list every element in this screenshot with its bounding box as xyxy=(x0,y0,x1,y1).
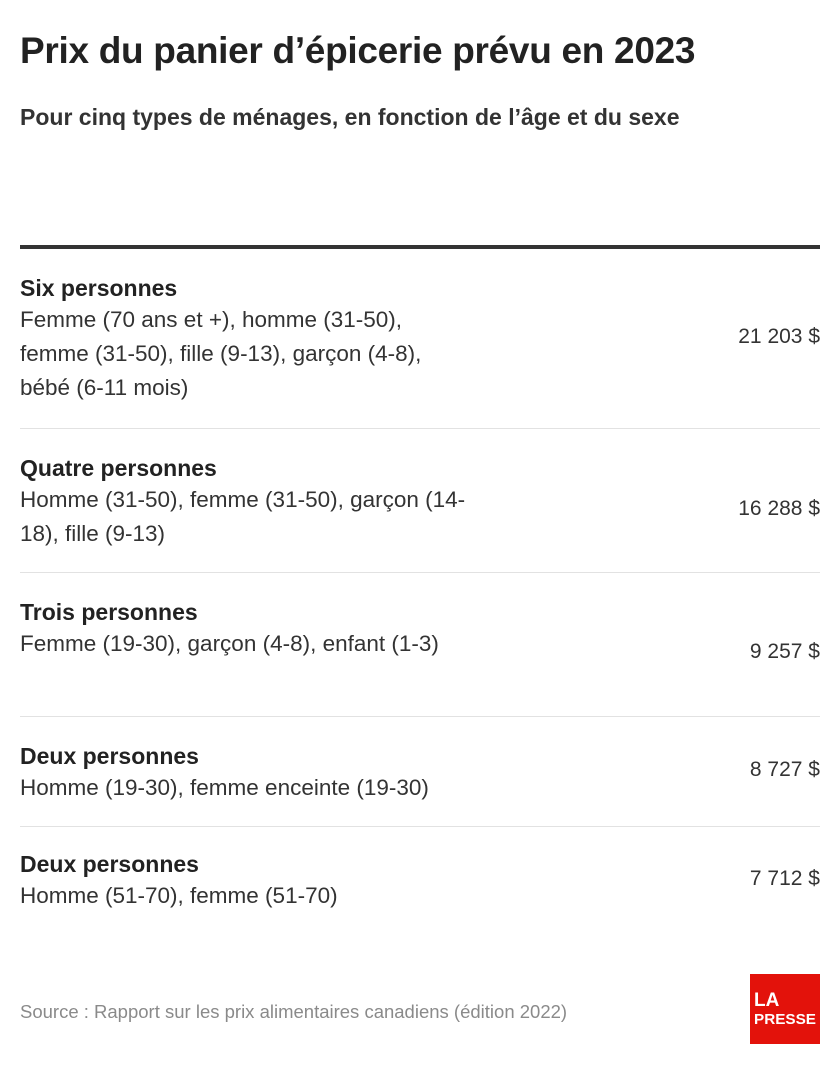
table-row xyxy=(20,573,820,717)
table-row xyxy=(20,249,820,429)
table-row xyxy=(20,429,820,573)
household-members: Homme (19-30), femme enceinte (19-30) xyxy=(20,775,429,800)
page-title: Prix du panier d’épicerie prévu en 2023 xyxy=(20,30,696,71)
household-name: Deux personnes xyxy=(20,851,199,877)
household-description xyxy=(20,741,475,805)
infographic xyxy=(20,0,820,1070)
logo-line-1: LA xyxy=(754,990,780,1011)
household-members: Homme (31-50), femme (31-50), garçon (14-18), fille (9-13) xyxy=(20,487,466,546)
household-members: Femme (19-30), garçon (4-8), enfant (1-3) xyxy=(20,631,439,656)
source-note: Source : Rapport sur les prix alimentaires canadiens (édition 2022) xyxy=(20,1001,568,1022)
household-name: Quatre personnes xyxy=(20,455,217,481)
household-members: Homme (51-70), femme (51-70) xyxy=(20,883,338,908)
basket-price: 21 203 $ xyxy=(738,325,820,348)
logo-line-2: PRESSE xyxy=(754,1012,817,1028)
table-row xyxy=(20,717,820,827)
basket-price: 8 727 $ xyxy=(749,758,820,781)
household-members: Femme (70 ans et +), homme (31-50), femme (31-50), fille (9-13), garçon (4-8), bébé (6-11 mois) xyxy=(20,307,422,400)
household-description xyxy=(20,453,475,551)
page-subtitle: Pour cinq types de ménages, en fonction de l’âge et du sexe xyxy=(20,104,680,130)
la-presse-logo xyxy=(750,974,820,1044)
basket-price: 16 288 $ xyxy=(738,497,820,520)
basket-price: 7 712 $ xyxy=(749,867,820,890)
household-name: Trois personnes xyxy=(20,599,198,625)
basket-price: 9 257 $ xyxy=(749,640,820,663)
household-description xyxy=(20,597,475,661)
household-description xyxy=(20,273,475,405)
household-name: Six personnes xyxy=(20,275,178,301)
household-name: Deux personnes xyxy=(20,743,199,769)
table-row xyxy=(20,827,820,935)
household-description xyxy=(20,849,475,913)
price-table xyxy=(20,245,820,935)
la-presse-logo-mark xyxy=(750,974,820,1044)
